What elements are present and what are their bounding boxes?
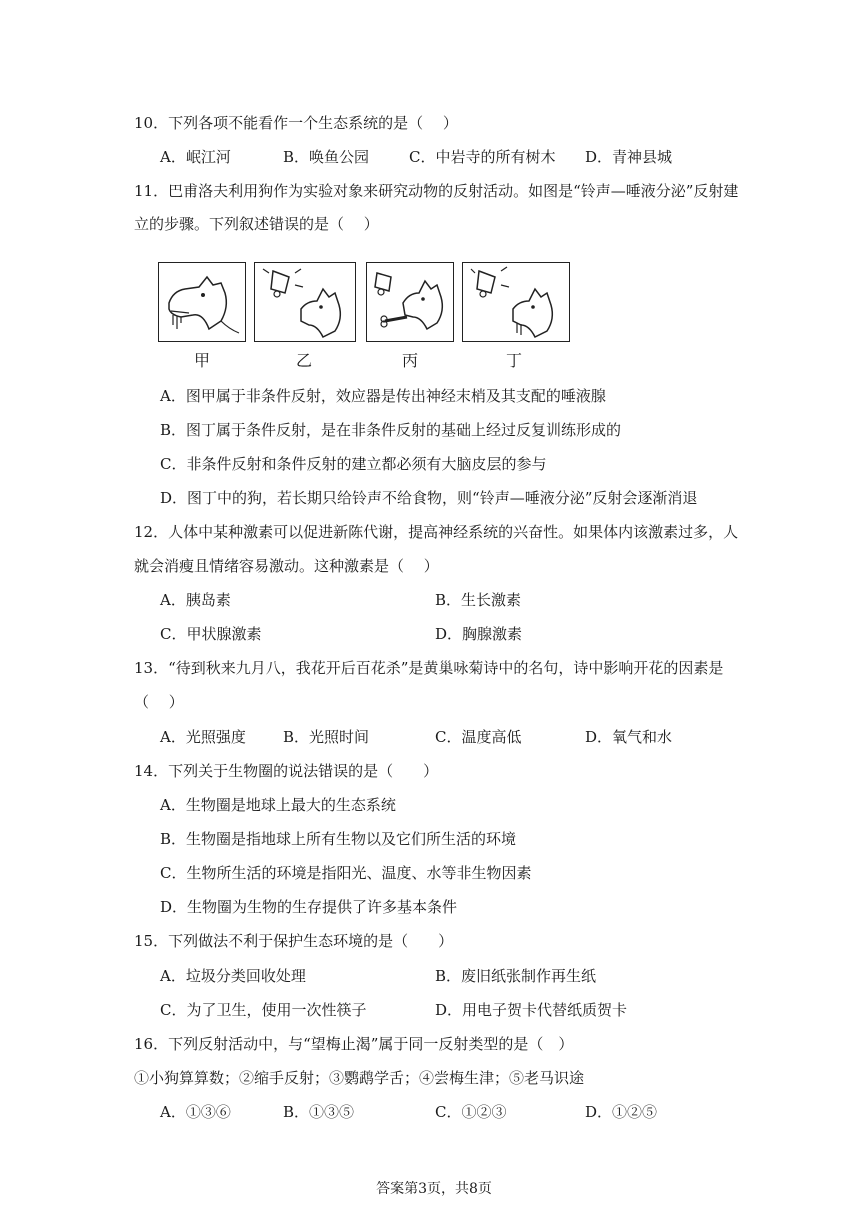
figure-caption-jia: 甲	[193, 351, 210, 370]
figure-panel-bing	[366, 262, 454, 342]
figure-panel-ding	[462, 262, 570, 342]
q14-option-c: C．生物所生活的环境是指阳光、温度、水等非生物因素	[160, 864, 532, 882]
q12-stem-line2: 就会消瘦且情绪容易激动。这种激素是（ ）	[134, 557, 439, 575]
q11-figure	[158, 262, 570, 372]
q14-option-d: D．生物圈为生物的生存提供了许多基本条件	[160, 898, 458, 916]
q13-option-c: C．温度高低	[435, 728, 522, 746]
q14-stem: 14．下列关于生物圈的说法错误的是（ ）	[134, 762, 439, 780]
page-footer: 答案第3页，共8页	[376, 1181, 492, 1197]
figure-caption-bing: 丙	[401, 351, 418, 370]
q14-option-a: A．生物圈是地球上最大的生态系统	[160, 796, 396, 814]
figure-panel-yi	[254, 262, 356, 342]
q12-option-a: A．胰岛素	[160, 591, 231, 609]
q11-option-d: D．图丁中的狗，若长期只给铃声不给食物，则“铃声—唾液分泌”反射会逐渐消退	[160, 489, 698, 507]
q15-option-c: C．为了卫生，使用一次性筷子	[160, 1001, 367, 1019]
bell-and-dog-icon	[255, 263, 354, 340]
q10-stem: 10．下列各项不能看作一个生态系统的是（ ）	[134, 114, 458, 132]
q16-option-d: D．①②⑤	[585, 1103, 658, 1121]
q14-option-b: B．生物圈是指地球上所有生物以及它们所生活的环境	[160, 830, 517, 848]
figure-panel-jia	[158, 262, 246, 342]
q15-option-b: B．废旧纸张制作再生纸	[435, 967, 597, 985]
q16-items: ①小狗算算数；②缩手反射；③鹦鹉学舌；④尝梅生津；⑤老马识途	[134, 1069, 585, 1087]
q11-option-b: B．图丁属于条件反射，是在非条件反射的基础上经过反复训练形成的	[160, 421, 622, 439]
q15-stem: 15．下列做法不利于保护生态环境的是（ ）	[134, 932, 454, 950]
q15-option-d: D．用电子贺卡代替纸质贺卡	[435, 1001, 628, 1019]
q16-option-b: B．①③⑤	[283, 1103, 355, 1121]
figure-caption-ding: 丁	[505, 351, 522, 370]
q11-stem-line1: 11．巴甫洛夫利用狗作为实验对象来研究动物的反射活动。如图是“铃声—唾液分泌”反射建	[134, 182, 739, 200]
q16-option-a: A．①③⑥	[160, 1103, 231, 1121]
q10-option-a: A．岷江河	[160, 148, 231, 166]
bell-dog-salivating-icon	[463, 263, 568, 340]
q13-stem-line2: （ ）	[134, 693, 184, 711]
q12-stem-line1: 12．人体中某种激素可以促进新陈代谢，提高神经系统的兴奋性。如果体内该激素过多，人	[134, 523, 739, 541]
q12-option-b: B．生长激素	[435, 591, 522, 609]
q10-option-d: D．青神县城	[585, 148, 673, 166]
q13-option-d: D．氧气和水	[585, 728, 673, 746]
q13-stem-line1: 13．“待到秋来九月八，我花开后百花杀”是黄巢咏菊诗中的名句，诗中影响开花的因素是	[134, 659, 724, 677]
q12-option-c: C．甲状腺激素	[160, 625, 262, 643]
q15-option-a: A．垃圾分类回收处理	[160, 967, 306, 985]
q16-stem: 16．下列反射活动中，与“望梅止渴”属于同一反射类型的是（ ）	[134, 1035, 574, 1053]
bell-dog-bone-icon	[367, 263, 452, 340]
q11-stem-line2: 立的步骤。下列叙述错误的是（ ）	[134, 215, 379, 233]
q12-option-d: D．胸腺激素	[435, 625, 523, 643]
figure-caption-yi: 乙	[295, 351, 312, 370]
q10-option-b: B．唤鱼公园	[283, 148, 370, 166]
q11-option-a: A．图甲属于非条件反射，效应器是传出神经末梢及其支配的唾液腺	[160, 387, 606, 405]
q16-option-c: C．①②③	[435, 1103, 507, 1121]
q11-option-c: C．非条件反射和条件反射的建立都必须有大脑皮层的参与	[160, 455, 547, 473]
q13-option-a: A．光照强度	[160, 728, 246, 746]
q10-option-c: C．中岩寺的所有树木	[409, 148, 556, 166]
q13-option-b: B．光照时间	[283, 728, 370, 746]
dog-salivating-icon	[159, 263, 244, 340]
